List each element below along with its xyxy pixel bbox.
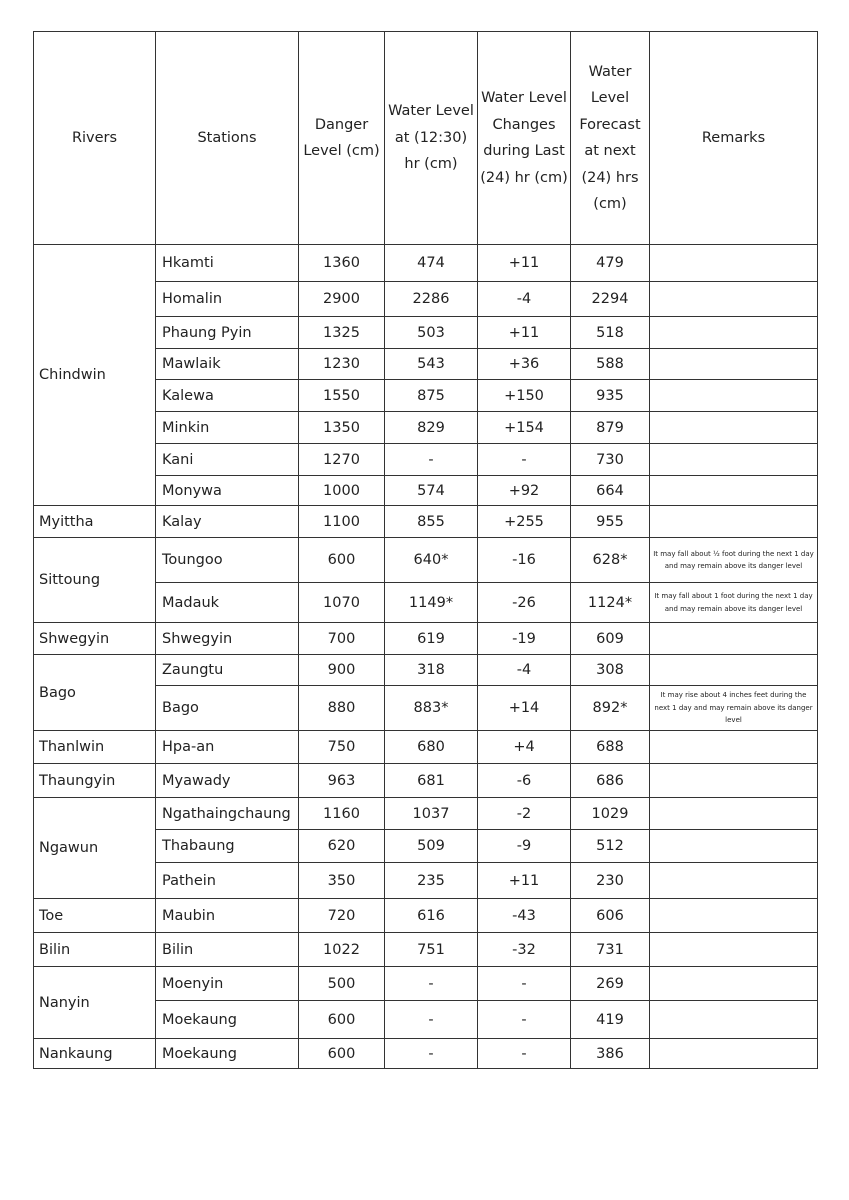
station-cell: Toungoo [156, 538, 299, 583]
danger-level-cell: 1070 [299, 583, 385, 623]
forecast-cell: 386 [571, 1039, 650, 1069]
remark-cell [650, 349, 818, 380]
level-change-cell: +11 [478, 863, 571, 899]
forecast-cell: 879 [571, 412, 650, 444]
table-row [34, 655, 818, 686]
remark-cell [650, 830, 818, 863]
remark-cell [650, 412, 818, 444]
water-level-cell: 1149* [385, 583, 478, 623]
river-cell: Nanyin [34, 967, 156, 1039]
forecast-cell: 609 [571, 623, 650, 655]
header-water-level: Water Level at (12:30) hr (cm) [385, 32, 478, 245]
water-level-table [33, 31, 818, 1069]
danger-level-cell: 880 [299, 686, 385, 731]
danger-level-cell: 963 [299, 764, 385, 798]
level-change-cell: +14 [478, 686, 571, 731]
forecast-cell: 686 [571, 764, 650, 798]
remark-cell [650, 1001, 818, 1039]
forecast-cell: 2294 [571, 282, 650, 317]
remark-cell [650, 655, 818, 686]
water-level-cell: 543 [385, 349, 478, 380]
danger-level-cell: 1350 [299, 412, 385, 444]
danger-level-cell: 600 [299, 538, 385, 583]
table-row [34, 245, 818, 282]
forecast-cell: 730 [571, 444, 650, 476]
table-row [34, 623, 818, 655]
remark-cell [650, 764, 818, 798]
table-row [34, 731, 818, 764]
danger-level-cell: 1160 [299, 798, 385, 830]
table-row [34, 764, 818, 798]
forecast-cell: 731 [571, 933, 650, 967]
remark-cell [650, 245, 818, 282]
station-cell: Maubin [156, 899, 299, 933]
station-cell: Monywa [156, 476, 299, 506]
table-row [34, 798, 818, 830]
station-cell: Hkamti [156, 245, 299, 282]
water-level-cell: 318 [385, 655, 478, 686]
forecast-cell: 512 [571, 830, 650, 863]
water-level-cell: - [385, 1001, 478, 1039]
level-change-cell: -19 [478, 623, 571, 655]
level-change-cell: -6 [478, 764, 571, 798]
station-cell: Myawady [156, 764, 299, 798]
water-level-cell: 681 [385, 764, 478, 798]
level-change-cell: -2 [478, 798, 571, 830]
level-change-cell: +92 [478, 476, 571, 506]
forecast-cell: 588 [571, 349, 650, 380]
river-cell: Chindwin [34, 245, 156, 506]
water-level-cell: 875 [385, 380, 478, 412]
forecast-cell: 419 [571, 1001, 650, 1039]
forecast-cell: 1124* [571, 583, 650, 623]
level-change-cell: -16 [478, 538, 571, 583]
level-change-cell: -26 [478, 583, 571, 623]
danger-level-cell: 1325 [299, 317, 385, 349]
danger-level-cell: 1022 [299, 933, 385, 967]
remark-cell [650, 899, 818, 933]
station-cell: Thabaung [156, 830, 299, 863]
water-level-cell: 474 [385, 245, 478, 282]
header-danger-level: Danger Level (cm) [299, 32, 385, 245]
remark-cell: It may fall about ½ foot during the next 1 day and may remain above its danger level [650, 538, 818, 583]
table-row [34, 538, 818, 583]
station-cell: Zaungtu [156, 655, 299, 686]
water-level-cell: 751 [385, 933, 478, 967]
level-change-cell: - [478, 967, 571, 1001]
forecast-cell: 518 [571, 317, 650, 349]
river-cell: Myittha [34, 506, 156, 538]
remark-cell [650, 444, 818, 476]
station-cell: Kalay [156, 506, 299, 538]
remark-cell [650, 1039, 818, 1069]
station-cell: Minkin [156, 412, 299, 444]
remark-cell [650, 798, 818, 830]
forecast-cell: 935 [571, 380, 650, 412]
forecast-cell: 606 [571, 899, 650, 933]
water-level-cell: 2286 [385, 282, 478, 317]
water-level-cell: 509 [385, 830, 478, 863]
forecast-cell: 1029 [571, 798, 650, 830]
station-cell: Phaung Pyin [156, 317, 299, 349]
danger-level-cell: 1550 [299, 380, 385, 412]
station-cell: Mawlaik [156, 349, 299, 380]
water-level-cell: 503 [385, 317, 478, 349]
danger-level-cell: 1270 [299, 444, 385, 476]
station-cell: Pathein [156, 863, 299, 899]
remark-cell [650, 282, 818, 317]
table-row [34, 933, 818, 967]
river-cell: Nankaung [34, 1039, 156, 1069]
forecast-cell: 628* [571, 538, 650, 583]
water-level-cell: - [385, 967, 478, 1001]
water-level-cell: 855 [385, 506, 478, 538]
level-change-cell: - [478, 1001, 571, 1039]
level-change-cell: -4 [478, 655, 571, 686]
header-level-changes: Water Level Changes during Last (24) hr (cm) [478, 32, 571, 245]
level-change-cell: - [478, 444, 571, 476]
forecast-cell: 308 [571, 655, 650, 686]
remark-cell [650, 623, 818, 655]
water-level-cell: - [385, 1039, 478, 1069]
water-level-cell: 640* [385, 538, 478, 583]
level-change-cell: -32 [478, 933, 571, 967]
station-cell: Madauk [156, 583, 299, 623]
danger-level-cell: 600 [299, 1039, 385, 1069]
level-change-cell: -9 [478, 830, 571, 863]
station-cell: Ngathaingchaung [156, 798, 299, 830]
water-level-cell: 235 [385, 863, 478, 899]
water-level-cell: 680 [385, 731, 478, 764]
forecast-cell: 479 [571, 245, 650, 282]
river-cell: Ngawun [34, 798, 156, 899]
forecast-cell: 230 [571, 863, 650, 899]
level-change-cell: +36 [478, 349, 571, 380]
station-cell: Moekaung [156, 1001, 299, 1039]
level-change-cell: +11 [478, 317, 571, 349]
river-cell: Toe [34, 899, 156, 933]
danger-level-cell: 600 [299, 1001, 385, 1039]
remark-cell [650, 863, 818, 899]
station-cell: Moekaung [156, 1039, 299, 1069]
water-level-cell: 574 [385, 476, 478, 506]
header-rivers: Rivers [34, 32, 156, 245]
station-cell: Moenyin [156, 967, 299, 1001]
header-row [34, 32, 818, 245]
station-cell: Bago [156, 686, 299, 731]
table-row [34, 1039, 818, 1069]
water-level-cell: 883* [385, 686, 478, 731]
level-change-cell: -4 [478, 282, 571, 317]
danger-level-cell: 900 [299, 655, 385, 686]
level-change-cell: -43 [478, 899, 571, 933]
remark-cell [650, 933, 818, 967]
station-cell: Kani [156, 444, 299, 476]
header-remarks: Remarks [650, 32, 818, 245]
danger-level-cell: 620 [299, 830, 385, 863]
remark-cell: It may rise about 4 inches feet during the next 1 day and may remain above its danger level [650, 686, 818, 731]
danger-level-cell: 1360 [299, 245, 385, 282]
danger-level-cell: 500 [299, 967, 385, 1001]
station-cell: Homalin [156, 282, 299, 317]
river-cell: Bilin [34, 933, 156, 967]
danger-level-cell: 720 [299, 899, 385, 933]
forecast-cell: 688 [571, 731, 650, 764]
forecast-cell: 892* [571, 686, 650, 731]
danger-level-cell: 350 [299, 863, 385, 899]
station-cell: Bilin [156, 933, 299, 967]
water-level-cell: 829 [385, 412, 478, 444]
level-change-cell: +154 [478, 412, 571, 444]
danger-level-cell: 1000 [299, 476, 385, 506]
table-row [34, 899, 818, 933]
forecast-cell: 664 [571, 476, 650, 506]
remark-cell [650, 380, 818, 412]
remark-cell [650, 731, 818, 764]
danger-level-cell: 700 [299, 623, 385, 655]
water-level-cell: 1037 [385, 798, 478, 830]
river-cell: Bago [34, 655, 156, 731]
header-stations: Stations [156, 32, 299, 245]
forecast-cell: 955 [571, 506, 650, 538]
table-row [34, 506, 818, 538]
station-cell: Hpa-an [156, 731, 299, 764]
forecast-cell: 269 [571, 967, 650, 1001]
danger-level-cell: 1100 [299, 506, 385, 538]
river-cell: Sittoung [34, 538, 156, 623]
remark-cell [650, 967, 818, 1001]
water-level-cell: - [385, 444, 478, 476]
danger-level-cell: 750 [299, 731, 385, 764]
river-cell: Thanlwin [34, 731, 156, 764]
station-cell: Kalewa [156, 380, 299, 412]
water-level-cell: 616 [385, 899, 478, 933]
level-change-cell: +4 [478, 731, 571, 764]
danger-level-cell: 1230 [299, 349, 385, 380]
river-cell: Thaungyin [34, 764, 156, 798]
table-row [34, 967, 818, 1001]
header-level-forecast: Water Level Forecast at next (24) hrs (cm) [571, 32, 650, 245]
level-change-cell: +11 [478, 245, 571, 282]
river-cell: Shwegyin [34, 623, 156, 655]
danger-level-cell: 2900 [299, 282, 385, 317]
level-change-cell: +150 [478, 380, 571, 412]
remark-cell [650, 506, 818, 538]
remark-cell: It may fall about 1 foot during the next 1 day and may remain above its danger level [650, 583, 818, 623]
station-cell: Shwegyin [156, 623, 299, 655]
level-change-cell: - [478, 1039, 571, 1069]
water-level-cell: 619 [385, 623, 478, 655]
level-change-cell: +255 [478, 506, 571, 538]
remark-cell [650, 317, 818, 349]
remark-cell [650, 476, 818, 506]
